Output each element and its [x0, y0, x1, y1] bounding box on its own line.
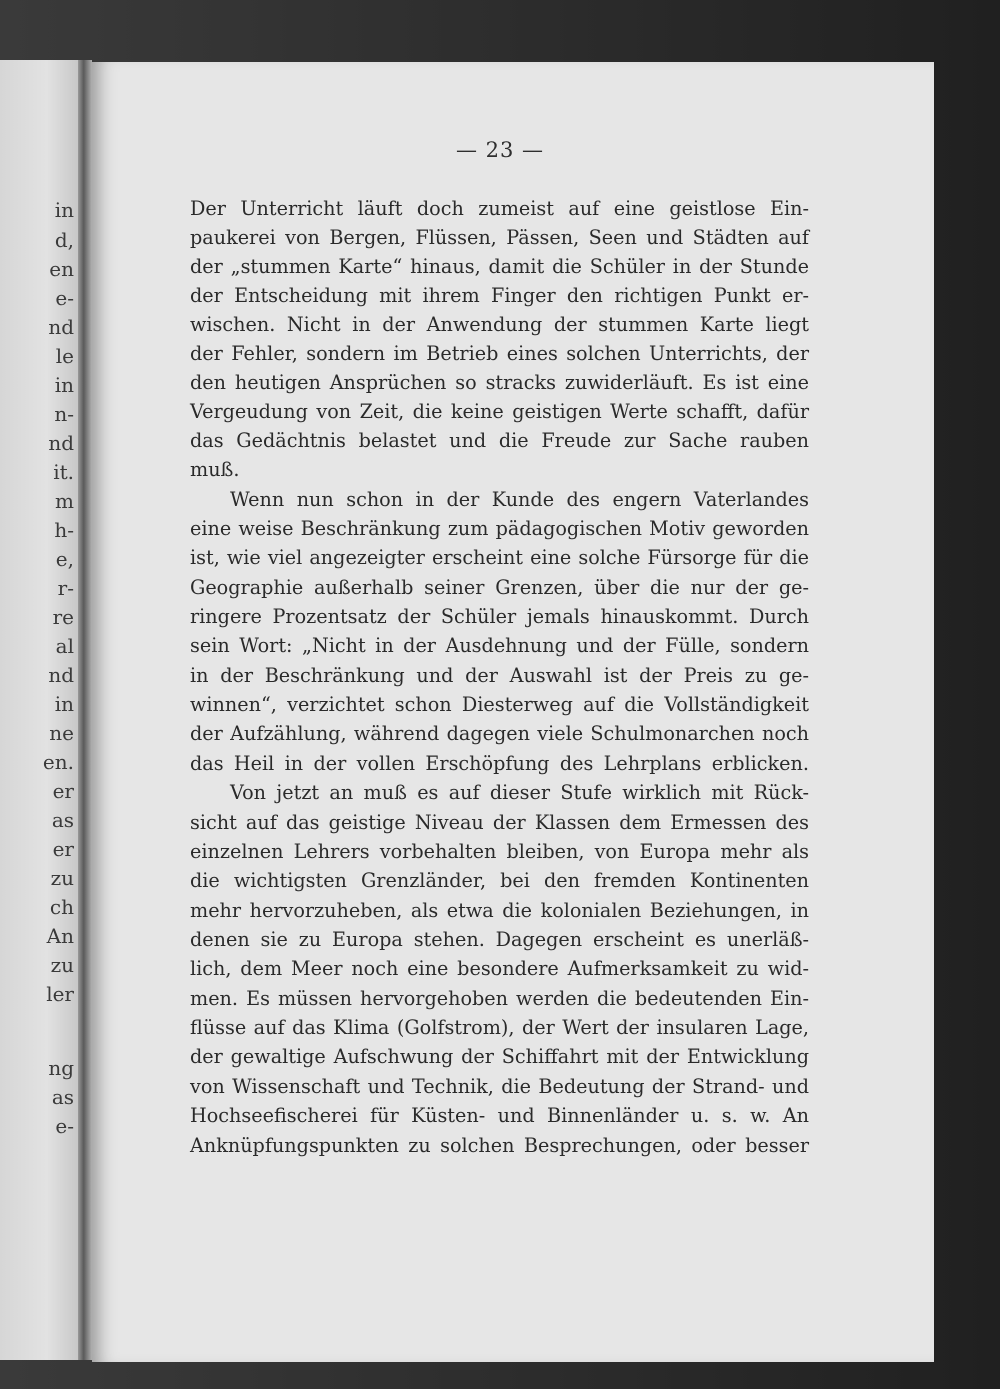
left-fragment: er: [52, 779, 74, 803]
left-fragment: in: [54, 373, 74, 397]
left-fragment: An: [46, 924, 74, 948]
text-line: von Wissenschaft und Technik, die Bedeutung der Strand- und: [190, 1075, 809, 1098]
text-line: den heutigen Ansprüchen so stracks zuwiderläuft. Es ist eine: [190, 371, 809, 394]
text-line: flüsse auf das Klima (Golfstrom), der Wert der insularen Lage,: [190, 1016, 809, 1039]
text-line: ist, wie viel angezeigter erscheint eine solche Fürsorge für die: [190, 546, 809, 569]
left-fragment: r-: [57, 576, 74, 600]
text-line: der Aufzählung, während dagegen viele Schulmonarchen noch: [190, 722, 809, 745]
left-fragment: as: [51, 808, 74, 832]
left-fragment: nd: [48, 315, 74, 339]
left-fragment: al: [55, 634, 74, 658]
left-fragment: d,: [54, 228, 74, 252]
text-line: in der Beschränkung und der Auswahl ist der Preis zu ge-: [190, 664, 809, 687]
page-number: — 23 —: [455, 138, 545, 162]
text-line: Der Unterricht läuft doch zumeist auf eine geistlose Ein-: [190, 197, 809, 220]
left-fragment: nd: [48, 431, 74, 455]
left-fragment: le: [55, 344, 74, 368]
text-line: ringere Prozentsatz der Schüler jemals hinauskommt. Durch: [190, 605, 809, 628]
left-fragment: as: [51, 1085, 74, 1109]
left-fragment: n-: [54, 402, 74, 426]
left-fragment: ne: [49, 721, 74, 745]
left-fragment: it.: [53, 460, 74, 484]
left-fragment: ler: [46, 982, 74, 1006]
text-line: wischen. Nicht in der Anwendung der stummen Karte liegt: [190, 313, 809, 336]
text-line: mehr hervorzuheben, als etwa die kolonialen Beziehungen, in: [190, 899, 809, 922]
text-line: Wenn nun schon in der Kunde des engern Vaterlandes: [230, 488, 809, 511]
left-fragment: en: [49, 257, 74, 281]
text-line: eine weise Beschränkung zum pädagogischen Motiv geworden: [190, 517, 809, 540]
text-line: das Gedächtnis belastet und die Freude zur Sache rauben: [190, 429, 809, 452]
text-line: lich, dem Meer noch eine besondere Aufmerksamkeit zu wid-: [190, 957, 809, 980]
left-fragment: e-: [55, 1114, 74, 1138]
left-fragment: en.: [42, 750, 74, 774]
text-line: das Heil in der vollen Erschöpfung des Lehrplans erblicken.: [190, 752, 809, 775]
text-line: winnen“, verzichtet schon Diesterweg auf die Vollständigkeit: [190, 693, 809, 716]
text-line: Geographie außerhalb seiner Grenzen, über die nur der ge-: [190, 576, 809, 599]
left-page-edge: [0, 60, 78, 1360]
text-line: der Fehler, sondern im Betrieb eines solchen Unterrichts, der: [190, 342, 809, 365]
text-line: einzelnen Lehrers vorbehalten bleiben, von Europa mehr als: [190, 840, 809, 863]
text-line: men. Es müssen hervorgehoben werden die bedeutenden Ein-: [190, 987, 809, 1010]
text-line: sicht auf das geistige Niveau der Klassen dem Ermessen des: [190, 811, 809, 834]
left-fragment: zu: [50, 866, 74, 890]
left-fragment: re: [52, 605, 74, 629]
text-line: der gewaltige Aufschwung der Schiffahrt mit der Entwicklung: [190, 1045, 809, 1068]
left-fragment: er: [52, 837, 74, 861]
text-line: die wichtigsten Grenzländer, bei den fremden Kontinenten: [190, 869, 809, 892]
text-line: Vergeudung von Zeit, die keine geistigen Werte schafft, dafür: [190, 400, 809, 423]
text-line: der Entscheidung mit ihrem Finger den richtigen Punkt er-: [190, 284, 809, 307]
left-fragment: ch: [49, 895, 74, 919]
text-line: denen sie zu Europa stehen. Dagegen erscheint es unerläß-: [190, 928, 809, 951]
left-fragment: e-: [55, 286, 74, 310]
left-fragment: ng: [48, 1056, 74, 1080]
left-fragment: in: [54, 198, 74, 222]
text-line: Von jetzt an muß es auf dieser Stufe wirklich mit Rück-: [230, 781, 809, 804]
text-line: Anknüpfungspunkten zu solchen Besprechungen, oder besser: [190, 1134, 809, 1157]
text-line: muß.: [190, 458, 240, 481]
left-fragment: m: [55, 489, 74, 513]
left-fragment: zu: [50, 953, 74, 977]
left-fragment: e,: [55, 547, 74, 571]
left-fragment: nd: [48, 663, 74, 687]
book-gutter: [78, 60, 92, 1360]
left-fragment: in: [54, 692, 74, 716]
text-line: sein Wort: „Nicht in der Ausdehnung und der Fülle, sondern: [190, 634, 809, 657]
text-line: Hochseefischerei für Küsten- und Binnenländer u. s. w. An: [190, 1104, 809, 1127]
text-line: paukerei von Bergen, Flüssen, Pässen, Seen und Städten auf: [190, 226, 809, 249]
left-fragment: h-: [54, 518, 74, 542]
text-line: der „stummen Karte“ hinaus, damit die Schüler in der Stunde: [190, 255, 809, 278]
